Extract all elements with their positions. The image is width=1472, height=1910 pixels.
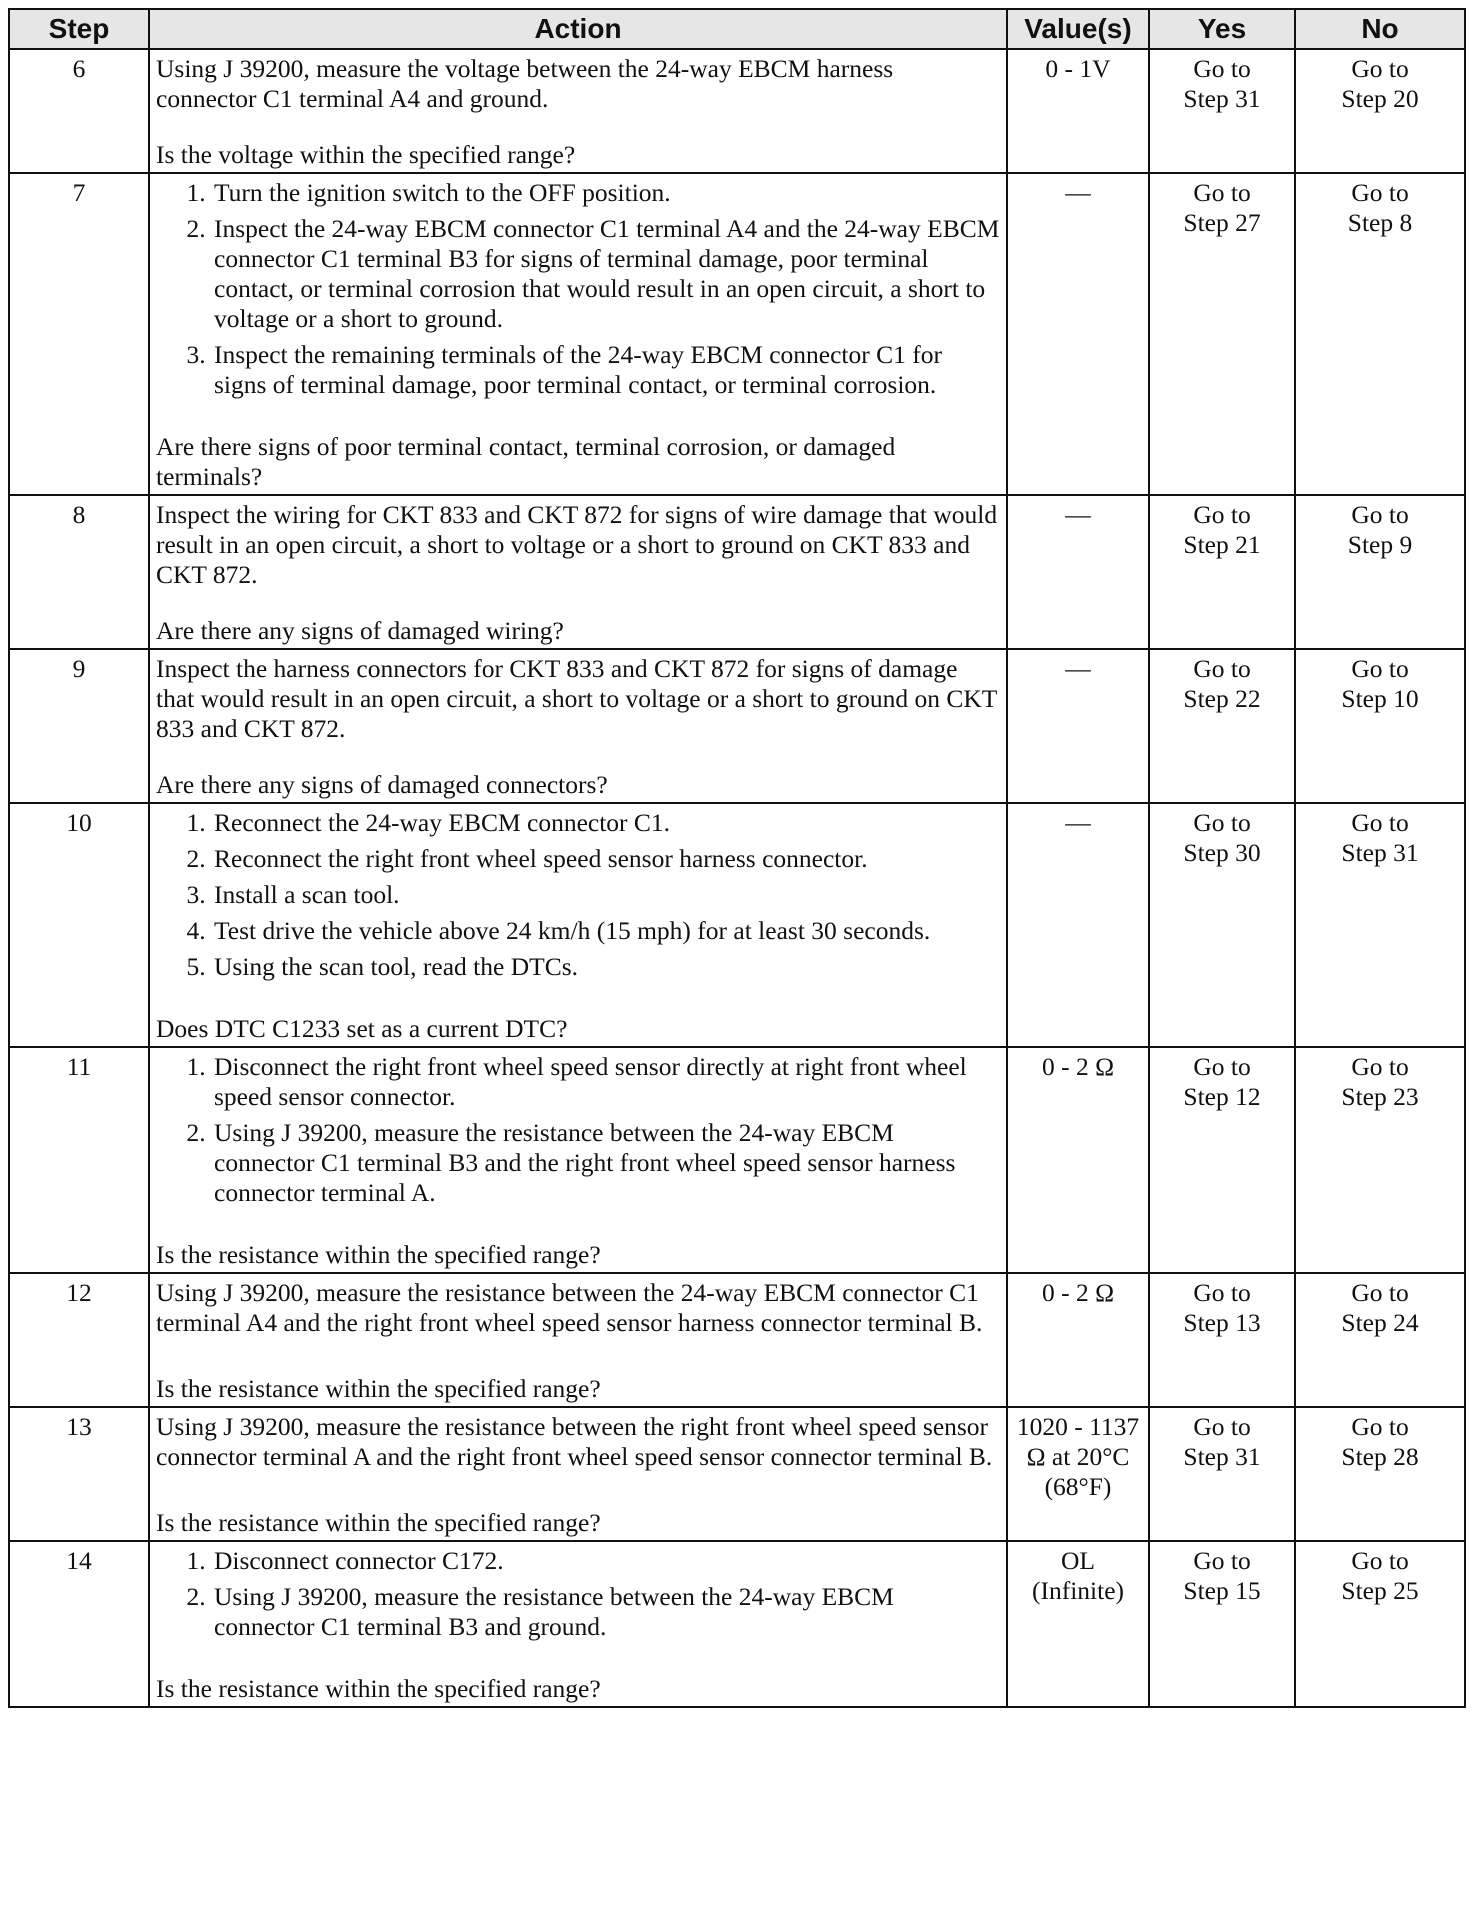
table-row (9, 1541, 1465, 1707)
header-yes: Yes (1149, 9, 1295, 49)
yes-branch-line: Go to (1193, 1412, 1251, 1441)
step-number: 14 (9, 1541, 149, 1707)
yes-branch (1149, 1273, 1295, 1407)
table-row (9, 1047, 1465, 1273)
yes-branch-line: Go to (1193, 178, 1251, 207)
action-cell (149, 803, 1007, 1047)
action-question: Does DTC C1233 set as a current DTC? (156, 1014, 568, 1043)
yes-branch (1149, 1407, 1295, 1541)
table-row (9, 173, 1465, 495)
value-spec: — (1007, 803, 1149, 1047)
yes-branch-line: Go to (1193, 500, 1251, 529)
action-cell (149, 173, 1007, 495)
action-question: Are there signs of poor terminal contact, terminal corrosion, or damaged terminals? (156, 432, 896, 491)
yes-branch (1149, 649, 1295, 803)
step-number: 6 (9, 49, 149, 173)
procedure-list (156, 808, 1000, 982)
yes-branch-line: Go to (1193, 1546, 1251, 1575)
action-cell (149, 649, 1007, 803)
action-cell (149, 1541, 1007, 1707)
no-branch-line: Go to (1351, 54, 1409, 83)
yes-branch (1149, 803, 1295, 1047)
procedure-step: 2. Reconnect the right front wheel speed sensor harness connector. (212, 844, 1000, 874)
no-branch (1295, 649, 1465, 803)
action-cell (149, 1273, 1007, 1407)
procedure-step: 3. Inspect the remaining terminals of the 24-way EBCM connector C1 for signs of terminal damage, poor terminal contact, or terminal corrosion. (212, 340, 1000, 400)
table-row (9, 495, 1465, 649)
no-branch-line: Step 10 (1341, 684, 1419, 713)
yes-branch (1149, 495, 1295, 649)
yes-branch-line: Step 13 (1183, 1308, 1261, 1337)
table-row (9, 1273, 1465, 1407)
step-number: 8 (9, 495, 149, 649)
action-text: Inspect the wiring for CKT 833 and CKT 872 for signs of wire damage that would result in an open circuit, a short to voltage or a short to ground on CKT 833 and CKT 872. (156, 500, 998, 589)
action-question: Is the resistance within the specified range? (156, 1240, 601, 1269)
action-question: Is the resistance within the specified range? (156, 1508, 601, 1537)
yes-branch-line: Step 31 (1183, 84, 1261, 113)
procedure-list (156, 178, 1000, 400)
step-number: 9 (9, 649, 149, 803)
yes-branch-line: Go to (1193, 654, 1251, 683)
yes-branch (1149, 1047, 1295, 1273)
header-action: Action (149, 9, 1007, 49)
yes-branch-line: Step 30 (1183, 838, 1261, 867)
action-question: Are there any signs of damaged connectors? (156, 770, 608, 799)
yes-branch-line: Go to (1193, 54, 1251, 83)
action-text: Using J 39200, measure the voltage between the 24-way EBCM harness connector C1 terminal A4 and ground. (156, 54, 894, 113)
no-branch-line: Step 9 (1347, 530, 1413, 559)
procedure-list (156, 1052, 1000, 1208)
no-branch-line: Go to (1351, 500, 1409, 529)
action-cell (149, 49, 1007, 173)
no-branch (1295, 1047, 1465, 1273)
no-branch (1295, 173, 1465, 495)
no-branch-line: Go to (1351, 654, 1409, 683)
action-question: Is the resistance within the specified range? (156, 1674, 601, 1703)
no-branch-line: Step 24 (1341, 1308, 1419, 1337)
procedure-step: 1. Disconnect the right front wheel speed sensor directly at right front wheel speed sensor connector. (212, 1052, 1000, 1112)
value-spec: — (1007, 495, 1149, 649)
procedure-step: 3. Install a scan tool. (212, 880, 1000, 910)
header-values: Value(s) (1007, 9, 1149, 49)
procedure-step: 5. Using the scan tool, read the DTCs. (212, 952, 1000, 982)
table-row (9, 49, 1465, 173)
step-number: 7 (9, 173, 149, 495)
no-branch-line: Go to (1351, 1278, 1409, 1307)
no-branch-line: Step 20 (1341, 84, 1419, 113)
step-number: 10 (9, 803, 149, 1047)
yes-branch-line: Step 31 (1183, 1442, 1261, 1471)
no-branch (1295, 49, 1465, 173)
action-cell (149, 1047, 1007, 1273)
value-spec: 0 - 1V (1007, 49, 1149, 173)
yes-branch (1149, 173, 1295, 495)
yes-branch-line: Step 27 (1183, 208, 1261, 237)
action-question: Is the voltage within the specified range? (156, 140, 576, 169)
procedure-step: 1. Reconnect the 24-way EBCM connector C1. (212, 808, 1000, 838)
no-branch-line: Go to (1351, 1546, 1409, 1575)
table-row (9, 803, 1465, 1047)
yes-branch (1149, 1541, 1295, 1707)
no-branch-line: Step 23 (1341, 1082, 1419, 1111)
header-row (9, 9, 1465, 49)
yes-branch-line: Step 22 (1183, 684, 1261, 713)
procedure-step: 2. Using J 39200, measure the resistance between the 24-way EBCM connector C1 terminal B3 and ground. (212, 1582, 1000, 1642)
no-branch (1295, 495, 1465, 649)
value-spec: 0 - 2 Ω (1007, 1047, 1149, 1273)
no-branch-line: Go to (1351, 808, 1409, 837)
procedure-step: 2. Inspect the 24-way EBCM connector C1 terminal A4 and the 24-way EBCM connector C1 terminal B3 for signs of terminal damage, poor terminal contact, or terminal corrosion that would result in an open circuit, a short to voltage or a short to ground. (212, 214, 1000, 334)
no-branch (1295, 1273, 1465, 1407)
no-branch-line: Go to (1351, 1052, 1409, 1081)
no-branch-line: Go to (1351, 1412, 1409, 1441)
yes-branch-line: Go to (1193, 1278, 1251, 1307)
no-branch-line: Step 25 (1341, 1576, 1419, 1605)
procedure-step: 1. Turn the ignition switch to the OFF position. (212, 178, 1000, 208)
header-step: Step (9, 9, 149, 49)
action-cell (149, 1407, 1007, 1541)
no-branch-line: Step 28 (1341, 1442, 1419, 1471)
action-question: Are there any signs of damaged wiring? (156, 616, 564, 645)
no-branch (1295, 1541, 1465, 1707)
procedure-list (156, 1546, 1000, 1642)
action-text: Inspect the harness connectors for CKT 833 and CKT 872 for signs of damage that would result in an open circuit, a short to voltage or a short to ground on CKT 833 and CKT 872. (156, 654, 997, 743)
procedure-step: 4. Test drive the vehicle above 24 km/h (15 mph) for at least 30 seconds. (212, 916, 1000, 946)
yes-branch-line: Go to (1193, 808, 1251, 837)
value-spec: — (1007, 173, 1149, 495)
action-question: Is the resistance within the specified range? (156, 1374, 601, 1403)
step-number: 11 (9, 1047, 149, 1273)
value-spec: OL (Infinite) (1007, 1541, 1149, 1707)
no-branch (1295, 803, 1465, 1047)
procedure-step: 2. Using J 39200, measure the resistance between the 24-way EBCM connector C1 terminal B3 and the right front wheel speed sensor harness connector terminal A. (212, 1118, 1000, 1208)
yes-branch-line: Step 21 (1183, 530, 1261, 559)
procedure-step: 1. Disconnect connector C172. (212, 1546, 1000, 1576)
no-branch (1295, 1407, 1465, 1541)
table-row (9, 649, 1465, 803)
header-no: No (1295, 9, 1465, 49)
value-spec: — (1007, 649, 1149, 803)
action-text: Using J 39200, measure the resistance between the right front wheel speed sensor connector terminal A and the right front wheel speed sensor connector terminal B. (156, 1412, 993, 1471)
action-text: Using J 39200, measure the resistance between the 24-way EBCM connector C1 terminal A4 and the right front wheel speed sensor harness connector terminal B. (156, 1278, 983, 1337)
action-cell (149, 495, 1007, 649)
value-spec: 1020 - 1137 Ω at 20°C (68°F) (1007, 1407, 1149, 1541)
table-body (9, 49, 1465, 1707)
step-number: 13 (9, 1407, 149, 1541)
step-number: 12 (9, 1273, 149, 1407)
yes-branch-line: Go to (1193, 1052, 1251, 1081)
yes-branch (1149, 49, 1295, 173)
no-branch-line: Step 31 (1341, 838, 1419, 867)
yes-branch-line: Step 12 (1183, 1082, 1261, 1111)
diagnostic-table (8, 8, 1466, 1708)
yes-branch-line: Step 15 (1183, 1576, 1261, 1605)
no-branch-line: Go to (1351, 178, 1409, 207)
value-spec: 0 - 2 Ω (1007, 1273, 1149, 1407)
no-branch-line: Step 8 (1347, 208, 1413, 237)
table-row (9, 1407, 1465, 1541)
